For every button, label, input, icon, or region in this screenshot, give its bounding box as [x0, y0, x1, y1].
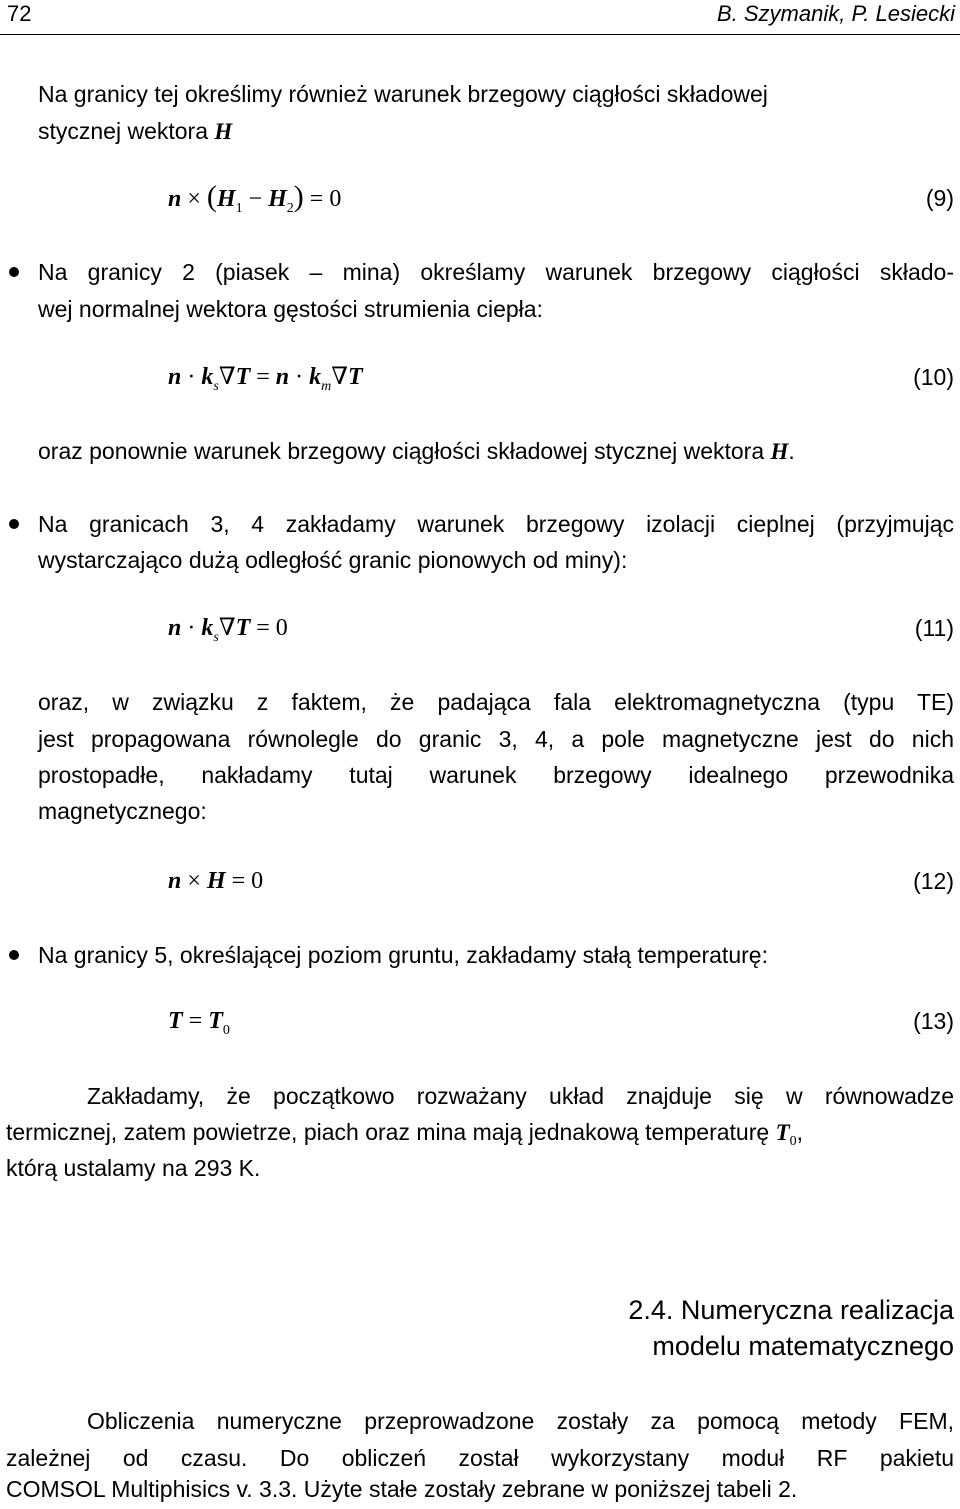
running-header — [0, 0, 960, 35]
paragraph-line: zależnej od czasu. Do obliczeń został wykorzystany moduł RF pakietu — [6, 1445, 954, 1471]
vector-symbol: H — [214, 119, 233, 144]
equation-number: (10) — [913, 364, 954, 390]
equation-number: (12) — [913, 868, 954, 894]
paragraph-line — [38, 113, 232, 150]
paragraph-line: którą ustalamy na 293 K. — [6, 1155, 261, 1181]
paragraph-line: COMSOL Multiphisics v. 3.3. Użyte stałe zostały zebrane w poniższej tabeli 2. — [6, 1476, 798, 1502]
vector-symbol: H — [770, 439, 789, 464]
paragraph-line: Na granicy 5, określającej poziom gruntu, zakładamy stałą temperaturę: — [38, 942, 768, 968]
paragraph-text: termicznej, zatem powietrze, piach oraz mina mają jednakową temperaturę — [6, 1119, 770, 1145]
paragraph-line: Obliczenia numeryczne przeprowadzone zostały za pomocą metody FEM, — [87, 1408, 954, 1434]
equation-10: $n \cdot k_s\nabla T = n \cdot k_m\nabla T$ — [168, 364, 363, 394]
paragraph-line: termicznej, zatem powietrze, piach oraz mina mają jednakową temperaturę $T_0$, — [6, 1119, 804, 1149]
temperature-symbol: $T_0$ — [775, 1120, 797, 1149]
paragraph-line: Zakładamy, że początkowo rozważany układ znajduje się w równowadze — [87, 1083, 954, 1109]
paragraph-line: wystarczająco dużą odległość granic pionowych od miny): — [38, 547, 628, 573]
paragraph-line: wej normalnej wektora gęstości strumienia ciepła: — [38, 296, 543, 322]
bullet-icon — [9, 950, 19, 960]
bullet-icon — [9, 519, 19, 529]
equation-12: n × H = 0 — [168, 868, 264, 894]
paragraph-line: jest propagowana równolegle do granic 3, 4, a pole magnetyczne jest do nich — [38, 726, 954, 752]
paragraph-line: magnetycznego: — [38, 798, 207, 824]
paragraph-text: stycznej wektora — [38, 118, 209, 144]
equation-13: $T = T_0$ — [168, 1008, 230, 1038]
equation-11: $n \cdot k_s\nabla T = 0$ — [168, 615, 288, 645]
paragraph-line: oraz ponownie warunek brzegowy ciągłości składowej stycznej wektora H. — [38, 438, 795, 464]
header-authors: B. Szymanik, P. Lesiecki — [716, 1, 955, 26]
paragraph-line: Na granicy tej określimy również warunek brzegowy ciągłości składowej — [38, 81, 768, 107]
paragraph-line: oraz, w związku z faktem, że padająca fala elektromagnetyczna (typu TE) — [38, 689, 954, 715]
page-number: 72 — [7, 1, 32, 26]
equation-9: $n \times (H_1 - H_2) = 0$ — [168, 180, 342, 216]
equation-number: (11) — [914, 615, 954, 641]
paragraph-text: oraz ponownie warunek brzegowy ciągłości składowej stycznej wektora — [38, 438, 765, 464]
paragraph-line: Na granicy 2 (piasek – mina) określamy warunek brzegowy ciągłości składo- — [38, 259, 954, 285]
section-heading: modelu matematycznego — [652, 1331, 954, 1361]
section-heading: 2.4. Numeryczna realizacja — [628, 1295, 954, 1325]
paragraph-line: prostopadłe, nakładamy tutaj warunek brzegowy idealnego przewodnika — [38, 762, 954, 788]
bullet-icon — [9, 267, 19, 277]
equation-number: (13) — [913, 1008, 954, 1034]
paragraph-line: Na granicach 3, 4 zakładamy warunek brzegowy izolacji cieplnej (przyjmując — [38, 511, 954, 537]
equation-number: (9) — [925, 185, 954, 211]
